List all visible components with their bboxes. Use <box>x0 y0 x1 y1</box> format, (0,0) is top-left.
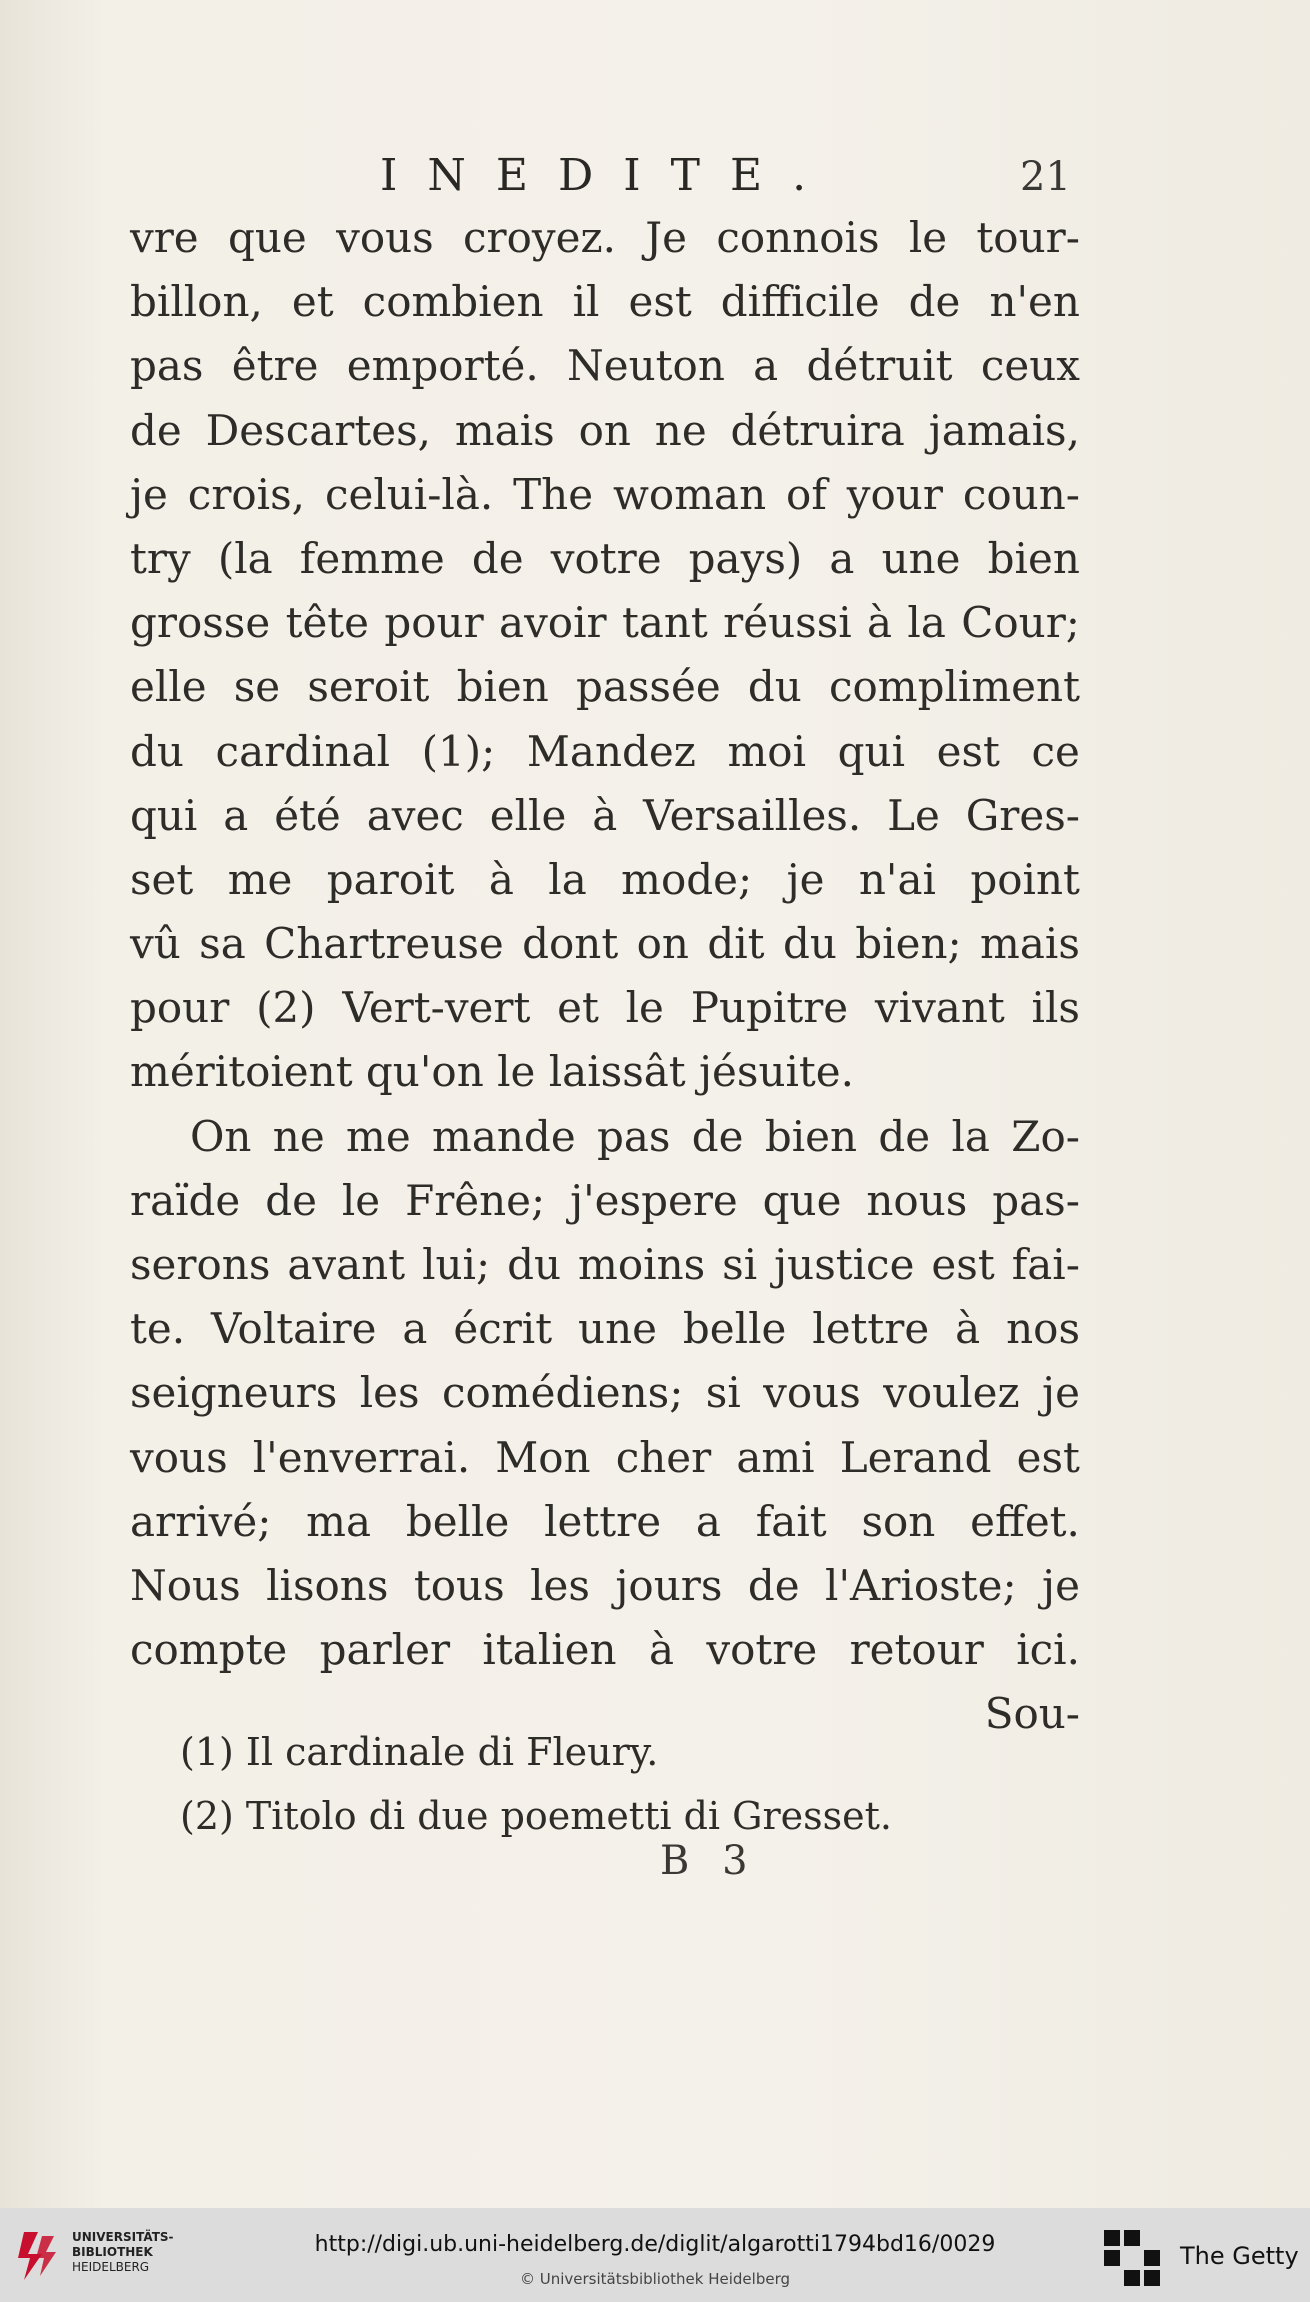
word: a <box>829 533 855 583</box>
word: de <box>878 1111 931 1161</box>
word: Cour; <box>961 598 1080 648</box>
word: le <box>497 1047 549 1097</box>
word: nos <box>1006 1304 1080 1354</box>
word: vû <box>130 919 181 969</box>
word: moins <box>578 1240 706 1289</box>
word: bien <box>764 1111 858 1161</box>
word: justice <box>774 1240 915 1289</box>
word: les <box>530 1560 590 1610</box>
word: pour <box>130 983 230 1033</box>
word: pas- <box>992 1175 1080 1225</box>
word: est <box>1016 1432 1080 1482</box>
word: et <box>557 983 599 1033</box>
word: nous <box>866 1175 968 1225</box>
word: réussi <box>723 598 852 648</box>
word: je <box>786 854 825 904</box>
word: pas <box>597 1111 671 1161</box>
word: l'enverrai. <box>252 1432 471 1482</box>
word: du <box>130 726 184 776</box>
word: Descartes, <box>205 405 431 455</box>
word: a <box>695 1496 721 1546</box>
word: paroit <box>326 854 455 904</box>
word: votre <box>706 1625 818 1675</box>
word: je <box>1042 1560 1080 1610</box>
word: jésuite. <box>699 1047 855 1097</box>
word: Lerand <box>839 1432 992 1482</box>
word: lui; <box>422 1240 491 1289</box>
word: qui <box>837 726 906 776</box>
word: femme <box>299 533 445 583</box>
word: coun- <box>962 469 1080 519</box>
word: sa <box>199 919 246 969</box>
word: crois, <box>187 469 306 519</box>
word: try <box>130 533 191 583</box>
word: à <box>955 1304 981 1354</box>
text-line <box>130 1361 1080 1425</box>
word: Pupitre <box>690 983 849 1033</box>
viewer-footer <box>0 2208 1310 2302</box>
word: de <box>908 277 961 327</box>
running-title: INEDITE. <box>380 150 837 201</box>
word: vous <box>336 213 434 262</box>
word: détruira <box>730 405 905 455</box>
word: que <box>762 1175 842 1225</box>
word: serons <box>130 1240 271 1289</box>
word: Gres- <box>965 790 1080 840</box>
word: ma <box>306 1496 372 1546</box>
word: lettre <box>812 1304 930 1354</box>
word: Vert-vert <box>342 983 531 1033</box>
text-line <box>130 206 1080 270</box>
word: le <box>908 213 948 262</box>
word: il <box>572 277 600 327</box>
text-line <box>130 399 1080 463</box>
text-line <box>130 1426 1080 1490</box>
word: Versailles. <box>643 790 862 840</box>
text-line <box>130 1554 1080 1618</box>
word: on <box>636 919 689 969</box>
word: le <box>341 1175 381 1225</box>
word: se <box>233 662 281 712</box>
word: laissât <box>548 1047 700 1097</box>
word: de <box>130 405 182 455</box>
word: tête <box>285 598 370 648</box>
ub-name-line-3: HEIDELBERG <box>72 2260 150 2274</box>
word: si <box>722 1240 758 1289</box>
word: été <box>274 790 341 840</box>
word: elle <box>130 662 207 712</box>
permalink-url[interactable]: http://digi.ub.uni-heidelberg.de/diglit/algarotti1794bd16/0029 <box>314 2232 996 2257</box>
word: Le <box>887 790 940 840</box>
word: le <box>625 983 664 1033</box>
page-number: 21 <box>1020 154 1071 200</box>
word: une <box>881 533 961 583</box>
word: ils <box>1031 983 1080 1033</box>
word: grosse <box>130 598 271 648</box>
word: connois <box>716 213 880 262</box>
word: fait <box>755 1496 827 1546</box>
word: (la <box>217 533 273 583</box>
word: pas <box>130 341 204 391</box>
word: est <box>628 277 692 327</box>
word: ne <box>272 1111 325 1161</box>
body-text <box>130 206 1080 1747</box>
word: Voltaire <box>211 1304 377 1354</box>
word: on <box>578 405 631 455</box>
word: mais <box>454 405 555 455</box>
word: raïde <box>130 1175 241 1225</box>
word: vous <box>763 1368 861 1418</box>
word: effet. <box>970 1496 1080 1546</box>
signature-mark: B 3 <box>660 1838 758 1884</box>
word: dont <box>522 919 619 969</box>
text-line <box>130 655 1080 719</box>
word: n'en <box>989 277 1080 327</box>
word: ami <box>736 1432 815 1482</box>
text-line <box>130 463 1080 527</box>
word: je <box>1042 1368 1080 1418</box>
word: set <box>130 854 194 904</box>
word: n'ai <box>858 854 936 904</box>
word: croyez. <box>463 213 616 262</box>
word: a <box>223 790 249 840</box>
word: les <box>359 1368 420 1418</box>
word: elle <box>489 790 567 840</box>
word: combien <box>362 277 544 327</box>
word: bien <box>987 533 1080 583</box>
word: méritoient <box>130 1047 366 1097</box>
footnote-2: (2) Titolo di due poemetti di Gresset. <box>180 1794 892 1838</box>
word: à <box>867 598 893 648</box>
word: jamais, <box>928 405 1080 455</box>
text-line <box>130 334 1080 398</box>
word: est <box>936 726 1000 776</box>
text-line <box>130 1490 1080 1554</box>
text-line <box>130 720 1080 784</box>
word: détruit <box>806 341 953 391</box>
text-line <box>130 784 1080 848</box>
word: Nous <box>130 1560 241 1610</box>
word: emporté. <box>346 341 539 391</box>
word: est <box>931 1240 995 1289</box>
word: la <box>548 854 587 904</box>
word: de <box>691 1111 744 1161</box>
word: Sou- <box>984 1689 1080 1739</box>
word: l'Arioste; <box>825 1560 1017 1610</box>
word: qui <box>130 790 198 840</box>
text-line <box>130 1105 1080 1169</box>
word: me <box>346 1111 411 1161</box>
getty-logo-icon[interactable] <box>1102 2228 1162 2294</box>
word: du <box>507 1240 562 1289</box>
running-header <box>0 150 1310 210</box>
word: mode; <box>621 854 753 904</box>
word: comédiens; <box>441 1368 684 1418</box>
word: Chartreuse <box>264 919 504 969</box>
footnote-1: (1) Il cardinale di Fleury. <box>180 1730 659 1774</box>
text-line <box>130 1040 1080 1104</box>
text-line <box>130 976 1080 1040</box>
word: a <box>753 341 779 391</box>
ub-name-line-2: BIBLIOTHEK <box>72 2245 153 2259</box>
word: Mandez <box>526 726 696 776</box>
ub-name-line-1: UNIVERSITÄTS- <box>72 2230 174 2244</box>
text-line <box>130 848 1080 912</box>
word: cher <box>615 1432 712 1482</box>
word: belle <box>682 1304 787 1354</box>
word: of <box>786 469 827 519</box>
word: avant <box>287 1240 406 1289</box>
text-line <box>130 527 1080 591</box>
word: pays) <box>688 533 803 583</box>
word: vre <box>130 213 199 262</box>
word: si <box>705 1368 741 1418</box>
word: la <box>907 598 946 648</box>
word: vivant <box>874 983 1005 1033</box>
word: avoir <box>499 598 607 648</box>
word: ce <box>1031 726 1080 776</box>
word: pour <box>384 598 484 648</box>
footnotes <box>180 1720 1040 1848</box>
word: et <box>291 277 334 327</box>
text-line <box>130 912 1080 976</box>
word: compliment <box>828 662 1080 712</box>
word: ne <box>654 405 707 455</box>
word: qu'on <box>365 1047 498 1097</box>
word: Je <box>645 213 687 262</box>
text-line <box>130 270 1080 334</box>
word: être <box>231 341 319 391</box>
word: bien; <box>855 919 962 969</box>
word: du <box>747 662 802 712</box>
text-line <box>130 1618 1080 1682</box>
word: à <box>592 790 618 840</box>
word: Frêne; <box>405 1175 546 1225</box>
word: du <box>782 919 837 969</box>
word: je <box>130 469 168 519</box>
word: Zo- <box>1011 1111 1080 1161</box>
word: de <box>471 533 524 583</box>
word: mais <box>980 919 1080 969</box>
word: seigneurs <box>130 1368 338 1418</box>
word: me <box>227 854 293 904</box>
word: bien <box>456 662 549 712</box>
word: point <box>970 854 1080 904</box>
word: billon, <box>130 277 263 327</box>
word: une <box>578 1304 657 1354</box>
word: te. <box>130 1304 186 1354</box>
word: à <box>648 1625 674 1675</box>
text-line <box>130 1297 1080 1361</box>
word: seroit <box>307 662 430 712</box>
word: ceux <box>980 341 1080 391</box>
word: Mon <box>495 1432 591 1482</box>
word: The <box>513 469 594 519</box>
word: jours <box>615 1560 723 1610</box>
word: tous <box>413 1560 505 1610</box>
word: cardinal <box>215 726 391 776</box>
word: à <box>488 854 514 904</box>
word: parler <box>319 1625 451 1675</box>
text-line <box>130 591 1080 655</box>
word: de <box>747 1560 800 1610</box>
word: lettre <box>544 1496 662 1546</box>
word: belle <box>405 1496 510 1546</box>
word: difficile <box>720 277 880 327</box>
word: italien <box>482 1625 617 1675</box>
word: votre <box>550 533 662 583</box>
word: avec <box>366 790 464 840</box>
word: que <box>227 213 307 262</box>
word: your <box>846 469 943 519</box>
word: ici. <box>1016 1625 1080 1675</box>
text-line <box>130 1169 1080 1233</box>
word: woman <box>612 469 767 519</box>
word: retour <box>849 1625 984 1675</box>
word: tour- <box>976 213 1080 262</box>
word: dit <box>707 919 765 969</box>
word: écrit <box>453 1304 553 1354</box>
word: de <box>265 1175 317 1225</box>
word: fai- <box>1011 1240 1080 1289</box>
word: voulez <box>883 1368 1020 1418</box>
copyright-notice: © Universitätsbibliothek Heidelberg <box>519 2270 790 2288</box>
word: (2) <box>256 983 316 1033</box>
word: Neuton <box>567 341 725 391</box>
word: j'espere <box>570 1175 738 1225</box>
word: On <box>190 1111 252 1161</box>
word: celui-là. <box>324 469 494 519</box>
word: (1); <box>421 726 496 776</box>
word: passée <box>575 662 721 712</box>
word: son <box>861 1496 936 1546</box>
word: moi <box>727 726 807 776</box>
text-line <box>130 1233 1080 1297</box>
getty-name: The Getty <box>1180 2242 1299 2270</box>
word: la <box>951 1111 990 1161</box>
word: compte <box>130 1625 288 1675</box>
word: arrivé; <box>130 1496 272 1546</box>
word: mande <box>432 1111 576 1161</box>
word: vous <box>130 1432 228 1482</box>
word: a <box>402 1304 428 1354</box>
word: tant <box>621 598 708 648</box>
word: lisons <box>266 1560 389 1610</box>
